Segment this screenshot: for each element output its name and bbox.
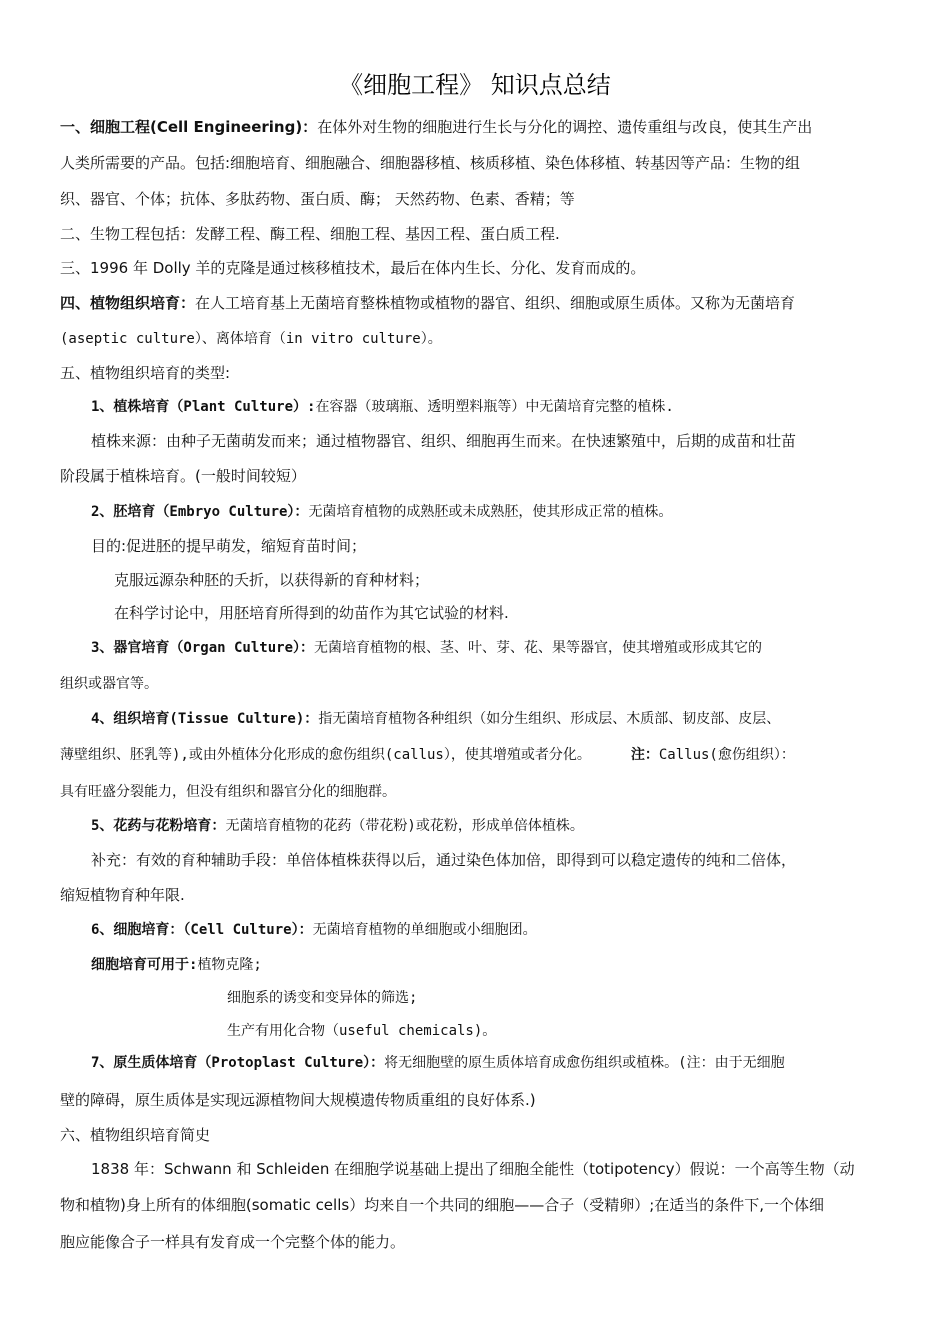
text-line: 组织或器官等。 xyxy=(60,676,158,692)
text-line: 3、器官培育（Organ Culture）：无菌培育植物的根、茎、叶、芽、花、果等器官，使其增殖或形成其它的 xyxy=(91,640,763,656)
text-line: 四、植物组织培育：在人工培育基上无菌培育整株植物或植物的器官、组织、细胞或原生质体。又称为无菌培育 xyxy=(60,294,796,312)
text-line: 细胞系的诱变和变异体的筛选; xyxy=(227,990,418,1006)
text-line: 织、器官、个体；抗体、多肽药物、蛋白质、酶； 天然药物、色素、香精；等 xyxy=(60,190,575,208)
text-line: 补充：有效的育种辅助手段：单倍体植株获得以后，通过染色体加倍，即得到可以稳定遗传的纯和二倍体， xyxy=(91,851,797,869)
text-line: 缩短植物育种年限. xyxy=(60,886,185,904)
text-line: 六、植物组织培育简史 xyxy=(60,1126,211,1144)
text-line: 植株来源：由种子无菌萌发而来；通过植物器官、组织、细胞再生而来。在快速繁殖中，后期的成苗和壮苗 xyxy=(91,432,797,450)
text-line: 2、胚培育（Embryo Culture）：无菌培育植物的成熟胚或未成熟胚，使其形成正常的植株。 xyxy=(91,504,673,520)
text-line: 5、花药与花粉培育：无菌培育植物的花药（带花粉)或花粉，形成单倍体植株。 xyxy=(91,818,584,834)
text-line: 胞应能像合子一样具有发育成一个完整个体的能力。 xyxy=(60,1233,406,1251)
text-line: 1838 年：Schwann 和 Schleiden 在细胞学说基础上提出了细胞全能性（totipotency）假说：一个高等生物（动 xyxy=(91,1160,855,1178)
text-line: 7、原生质体培育（Protoplast Culture）：将无细胞壁的原生质体培育成愈伤组织或植株。(注：由于无细胞 xyxy=(91,1055,785,1071)
text-line: 人类所需要的产品。包括:细胞培育、细胞融合、细胞器移植、核质移植、染色体移植、转基因等产品：生物的组 xyxy=(60,154,801,172)
document-title: 《细胞工程》 知识点总结 xyxy=(339,71,611,99)
text-line: 克服远源杂种胚的夭折，以获得新的育种材料； xyxy=(114,571,430,589)
text-line: 五、植物组织培育的类型: xyxy=(60,364,231,382)
text-line: 三、1996 年 Dolly 羊的克隆是通过核移植技术，最后在体内生长、分化、发育而成的。 xyxy=(60,259,646,277)
text-line: 具有旺盛分裂能力，但没有组织和器官分化的细胞群。 xyxy=(60,784,396,800)
text-line: 6、细胞培育：（Cell Culture）：无菌培育植物的单细胞或小细胞团。 xyxy=(91,922,537,938)
text-line: 4、组织培育(Tissue Culture)：指无菌培育植物各种组织（如分生组织、形成层、木质部、韧皮部、皮层、 xyxy=(91,711,781,727)
text-line: 二、生物工程包括：发酵工程、酶工程、细胞工程、基因工程、蛋白质工程. xyxy=(60,225,560,243)
text-line: (aseptic culture）、离体培育（in vitro culture）。 xyxy=(60,331,442,347)
text-line: 在科学讨论中，用胚培育所得到的幼苗作为其它试验的材料. xyxy=(114,604,509,622)
text-line: 阶段属于植株培育。(一般时间较短） xyxy=(60,467,306,485)
text-line: 物和植物)身上所有的体细胞(somatic cells）均来自一个共同的细胞——合子（受精卵）;在适当的条件下,一个体细 xyxy=(60,1196,825,1214)
text-line: 一、细胞工程(Cell Engineering)：在体外对生物的细胞进行生长与分化的调控、遗传重组与改良，使其生产出 xyxy=(60,118,813,136)
text-line: 目的:促进胚的提早萌发，缩短育苗时间； xyxy=(91,537,367,555)
text-line: 细胞培育可用于:植物克隆; xyxy=(91,957,262,973)
text-line: 生产有用化合物（useful chemicals)。 xyxy=(227,1023,497,1039)
text-line: 壁的障碍，原生质体是实现远源植物间大规模遗传物质重组的良好体系.) xyxy=(60,1091,536,1109)
text-line: 薄壁组织、胚乳等),或由外植体分化形成的愈伤组织(callus），使其增殖或者分化。 注：Callus(愈伤组织）： xyxy=(60,747,795,763)
text-line: 1、植株培育（Plant Culture）:在容器（玻璃瓶、透明塑料瓶等）中无菌培育完整的植株. xyxy=(91,399,674,415)
